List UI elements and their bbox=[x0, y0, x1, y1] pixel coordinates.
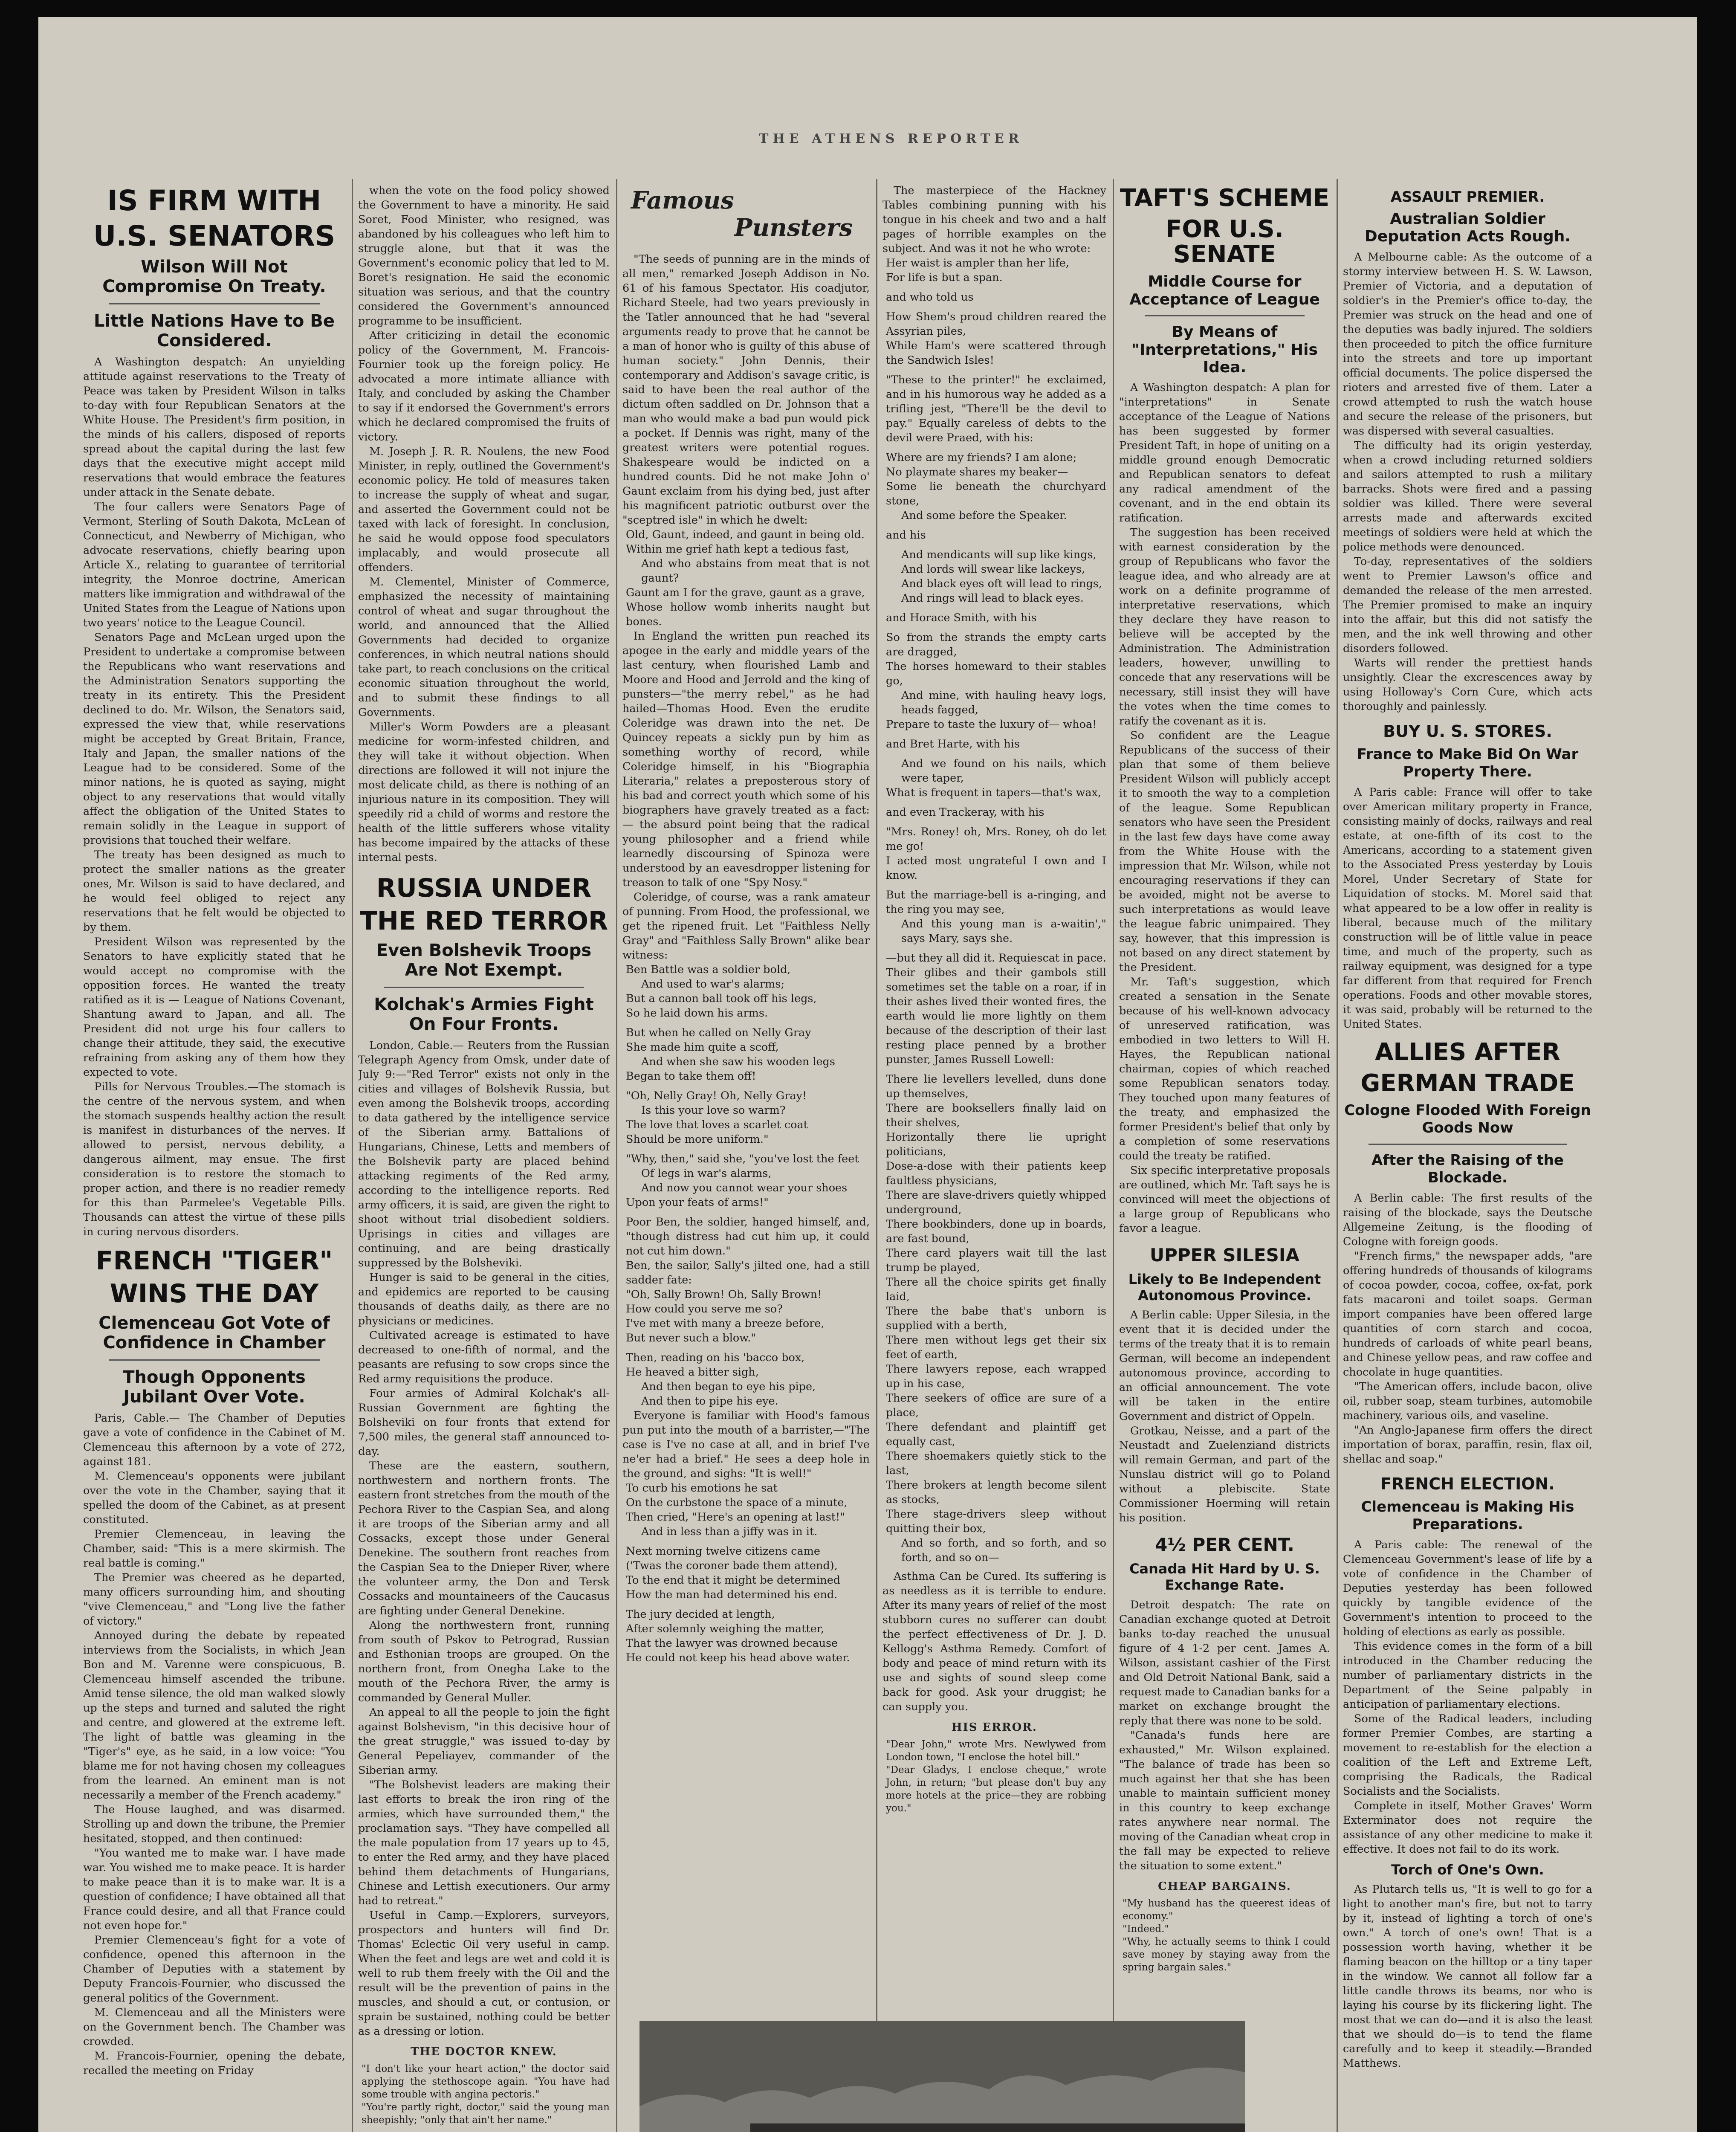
joke-line: "My husband has the queerest ideas of economy." bbox=[1123, 1897, 1330, 1922]
verse-line: Is this your love so warm? bbox=[641, 1104, 786, 1117]
paragraph: Cultivated acreage is estimated to have decreased to one-fifth of normal, and the peasants are refusing to sow crops since the Red army requisitions the produce. bbox=[358, 1329, 610, 1385]
verse-line: That the lawyer was drowned because bbox=[626, 1637, 838, 1650]
deck-clemenceau: Clemenceau Got Vote of Confidence in Chamber bbox=[98, 1313, 330, 1353]
paragraph: "You wanted me to make war. I have made war. You wished me to make peace. It is harder to make peace than it is to make war. It is a question of confidence; I have obtained all that France could desire, and all that France could not even hope for." bbox=[83, 1846, 345, 1932]
verse-line: Her waist is ampler than her life, bbox=[886, 257, 1070, 269]
verse-line: Poor Ben, the soldier, hanged himself, and, "though distress had cut him up, it could not cut him down." bbox=[626, 1215, 870, 1257]
column-rule bbox=[876, 179, 877, 2132]
verse-line: The jury decided at length, bbox=[626, 1608, 775, 1621]
paragraph: Senators Page and McLean urged upon the President to undertake a compromise between the Republicans who want reservations and the Administration Senators supporting the treaty in its entirety. This the President declined to do. Mr. Wilson, the Senators said, expressed the view that, while reservations might be accepted by Great Britain, France, Italy and Japan, the smaller nations of the League had to be considered. Some of the minor nations, he is quoted as saying, might object to any reservations that would vitally affect the obligation of the United States to remain solidly in the League in support of provisions that touched their welfare. bbox=[83, 631, 345, 847]
headline-firm-with: IS FIRM WITH bbox=[107, 184, 321, 217]
verse-line: I acted most ungrateful I own and I know. bbox=[886, 855, 1106, 882]
paragraph: The suggestion has been received with earnest consideration by the group of Republicans who favor the league idea, and who already are at work on a definite programme of interpretative reservations, which they declare they have reason to believe will be accepted by the Administration. The Administration leaders, however, unwilling to concede that any reservations will be necessary, still insist they will have the votes when the time comes to ratify the covenant as it is. bbox=[1119, 526, 1330, 728]
verse-line: "Oh, Sally Brown! Oh, Sally Brown! bbox=[626, 1288, 822, 1301]
paragraph: A Melbourne cable: As the outcome of a stormy interview between H. S. W. Lawson, Premier of Victoria, and a deputation of soldier's in the Premier's office to-day, the Premier was struck on the head and one of the deputies was badly injured. The soldiers then proceeded to pitch the office furniture into the streets and tore up important official documents. The police dispersed the rioters and arrested five of them. Later a crowd attempted to rush the watch house and secure the release of the prisoners, but was dispersed with several casualties. bbox=[1343, 250, 1592, 437]
paragraph: "An Anglo-Japanese firm offers the direct importation of borax, paraffin, resin, flax oil, shellac and soap." bbox=[1343, 1423, 1592, 1466]
headline-per-cent: 4½ PER CENT. bbox=[1155, 1534, 1294, 1556]
verse-line: After solemnly weighing the matter, bbox=[626, 1622, 825, 1635]
verse-line: and his bbox=[886, 529, 926, 542]
verse-line: The love that loves a scarlet coat bbox=[626, 1118, 808, 1131]
headline-french-tiger: FRENCH "TIGER" bbox=[95, 1246, 333, 1276]
verse-line: Upon your feats of arms!" bbox=[626, 1196, 769, 1209]
verse-line: And this young man is a-waitin'," says Mary, says she. bbox=[901, 918, 1106, 945]
paragraph: Some of the Radical leaders, including former Premier Combes, are starting a movement to re-establish for the election a coalition of the Left and Extreme Left, comprising the Radicals, the Radical Socialists and the Socialists. bbox=[1343, 1712, 1592, 1798]
verse-line: and who told us bbox=[886, 291, 974, 304]
divider bbox=[1369, 1144, 1567, 1145]
verse-block bbox=[622, 1481, 870, 1665]
column-rule bbox=[1337, 179, 1338, 2132]
verse-line: And then to pipe his eye. bbox=[641, 1394, 778, 1408]
paragraph: M. Clemenceau's opponents were jubilant over the vote in the Chamber, saying that it spelled the doom of the Cabinet, as at present constituted. bbox=[83, 1469, 345, 1526]
verse-spacer bbox=[882, 883, 1106, 888]
headline-red-terror: THE RED TERROR bbox=[359, 906, 608, 936]
verse-line: There the babe that's unborn is supplied with a berth, bbox=[886, 1305, 1106, 1332]
paragraph: London, Cable.— Reuters from the Russian Telegraph Agency from Omsk, under date of July 9:—"Red Terror" exists not only in the cities and villages of Bolshevik Russia, but even among the Bolshevik troops, according to data gathered by the intelligence service of the Siberian army. Battalions of Hungarians, Chinese, Letts and members of the Bolshevik party are placed behind attacking regiments of the Red army, according to the intelligence reports. Red army officers, it is said, are given the right to shoot without trial disobedient soldiers. Uprisings in cities and villages are continuing, and are being drastically suppressed by the Bolsheviki. bbox=[358, 1039, 610, 1269]
verse-line: And lords will swear like lackeys, bbox=[901, 563, 1085, 576]
paragraph: Warts will render the prettiest hands unsightly. Clear the excrescences away by using Holloway's Corn Cure, which acts thoroughly and painlessly. bbox=[1343, 656, 1592, 713]
verse-line: But never such a blow." bbox=[626, 1331, 756, 1344]
article-body bbox=[1343, 250, 1592, 714]
verse-line: And mine, with hauling heavy logs, heads fagged, bbox=[901, 689, 1106, 716]
paragraph: Premier Clemenceau's fight for a vote of confidence, opened this afternoon in the Chamber of Deputies with a statement by Deputy Francois-Fournier, who discussed the general politics of the Government. bbox=[83, 1933, 345, 2005]
paragraph: Four armies of Admiral Kolchak's all-Russian Government are fighting the Bolsheviki on four fronts that extend for 7,500 miles, the general staff announced to-day. bbox=[358, 1387, 610, 1458]
verse-spacer bbox=[622, 1210, 870, 1215]
verse-line: How could you serve me so? bbox=[626, 1302, 783, 1315]
paragraph: "French firms," the newspaper adds, "are offering hundreds of thousands of kilograms of cocoa powder, cocoa, coffee, ox-fat, pork fats macaroni and toilet soaps. German import companies have been offered large quantities of corn starch and cocoa, hundreds of carloads of white pearl beans, and Chinese yellow peas, and raw coffee and chocolate in huge quantities. bbox=[1343, 1249, 1592, 1379]
headline-upper-silesia: UPPER SILESIA bbox=[1149, 1245, 1300, 1266]
verse-spacer bbox=[882, 625, 1106, 630]
verse-line: How Shem's proud children reared the Assyrian piles, bbox=[886, 310, 1106, 338]
verse-line: Prepare to taste the luxury of— whoa! bbox=[886, 718, 1097, 731]
verse-line: What is frequent in tapers—that's wax, bbox=[886, 786, 1102, 799]
headline-tafts-scheme: TAFT'S SCHEME bbox=[1120, 184, 1330, 212]
headline-buy-us-stores: BUY U. S. STORES. bbox=[1383, 721, 1552, 741]
verse-line: Dose-a-dose with their patients keep faultless physicians, bbox=[886, 1160, 1106, 1187]
verse-line: and even Trackeray, with his bbox=[886, 806, 1044, 819]
verse-line: I've met with many a breeze before, bbox=[626, 1317, 825, 1330]
verse-line: There lawyers repose, each wrapped up in his case, bbox=[886, 1363, 1106, 1390]
verse-line: So he laid down his arms. bbox=[626, 1006, 768, 1020]
paragraph: In England the written pun reached its apogee in the early and middle years of the last century, when flourished Lamb and Moore and Hood and Jerrold and the king of punsters—"the merry rebel," as he had hailed—Thomas Hood. Even the erudite Coleridge was drawn into the net. De Quincey repeats a sickly pun by him as something worthy of record, while Coleridge himself, in his "Biographia Literaria," relates a preposterous story of his bad and correct youth which some of his biographers have gravely treated as a fact:— the absurd point being that the radical young philosopher and a friend while learnedly discoursing of Spinoza were understood by an eavesdropper listening for treason to talk of one "Spy Nosy." bbox=[622, 629, 870, 889]
verse-line: On the curbstone the space of a minute, bbox=[626, 1496, 848, 1509]
deck-middle-course: Middle Course for Acceptance of League bbox=[1129, 273, 1320, 308]
headline-assault-premier: ASSAULT PREMIER. bbox=[1390, 188, 1545, 206]
verse-line: "These to the printer!" he exclaimed, and in his humorous way he added as a trifling jest, "There'll be the devil to pay." Equally careless of debts to the devil were Praed, with his: bbox=[886, 374, 1106, 444]
article-body bbox=[358, 183, 610, 865]
verse-line: And mendicants will sup like kings, bbox=[901, 548, 1097, 561]
column-rule bbox=[352, 179, 353, 2132]
verse-spacer bbox=[622, 1147, 870, 1152]
paragraph: So confident are the League Republicans of the success of their plan that some of them believe President Wilson will publicly accept it to smooth the way to a completion of the league. Some Republican senators who have seen the President in the last few days have come away from the White House with the impression that Mr. Wilson, while not encouraging reservations if they can be avoided, might not be averse to such interpretations as would leave the league fabric unimpaired. They say, however, that this impression is not based on any direct statement by the President. bbox=[1119, 729, 1330, 974]
paragraph: M. Clemenceau and all the Ministers were on the Government bench. The Chamber was crowded. bbox=[83, 2006, 345, 2048]
verse-line: There are slave-drivers quietly whipped underground, bbox=[886, 1189, 1106, 1216]
paragraph: Paris, Cable.— The Chamber of Deputies gave a vote of confidence in the Cabinet of M. Clemenceau this afternoon by a vote of 272, against 181. bbox=[83, 1411, 345, 1468]
headline-us-senate: FOR U.S. SENATE bbox=[1166, 215, 1284, 268]
verse-spacer bbox=[882, 285, 1106, 290]
article-body bbox=[358, 1038, 610, 2039]
verse-line: There card players wait till the last trump be played, bbox=[886, 1247, 1106, 1274]
paragraph: Mr. Taft's suggestion, which created a sensation in the Senate because of his well-known advocacy of unreserved ratification, was embodied in two letters to Will H. Hayes, the Republican national chairman, copies of which reached some Republican senators today. They touched upon many features of the treaty, and emphasized the former President's belief that only by a completion of some reservations could the treaty be ratified. bbox=[1119, 976, 1330, 1163]
verse-spacer bbox=[622, 1345, 870, 1350]
verse-line: ('Twas the coroner bade them attend), bbox=[626, 1559, 838, 1572]
verse-spacer bbox=[882, 820, 1106, 825]
verse-line: He heaved a bitter sigh, bbox=[626, 1365, 759, 1379]
paragraph: The treaty has been designed as much to protect the smaller nations as the greater ones, Mr. Wilson is said to have declared, and he would feel obliged to reject any reservations that he felt would be objected to by them. bbox=[83, 848, 345, 934]
paragraph: when the vote on the food policy showed the Government to have a minority. He said Soret, Food Minister, who resigned, was abandoned by his colleagues who left him to struggle alone, but that it was the Government's economic policy that led to M. Boret's resignation. He said the economic situation was serious, and that the country considered the Government's announced programme to be insufficient. bbox=[358, 184, 610, 327]
verse-line: And when she saw his wooden legs bbox=[641, 1055, 835, 1068]
verse-line: And black eyes oft will lead to rings, bbox=[901, 577, 1102, 590]
paragraph: As Plutarch tells us, "It is well to go for a light to another man's fire, but not to tarry by it, instead of lighting a torch of one's own." A torch of one's own! That is a possession worth having, whether it be flaming beacon on the hilltop or a tiny taper in the window. We cannot all follow far a little candle throws its beams, nor who is laying his course by its flickering light. The most that we can do—and it is also the least that we should do—is to tend the flame carefully and to keep it steadily.—Branded Matthews. bbox=[1343, 1883, 1592, 2070]
verse-line: Ben, the sailor, Sally's jilted one, had a still sadder fate: bbox=[626, 1259, 870, 1286]
joke-line: "You're partly right, doctor," said the young man sheepishly; "only that ain't her name." bbox=[362, 2102, 610, 2126]
divider bbox=[109, 303, 320, 304]
joke-title-error: HIS ERROR. bbox=[952, 1721, 1037, 1734]
verse-line: And we found on his nails, which were taper, bbox=[901, 757, 1106, 785]
article-body bbox=[83, 355, 345, 1239]
verse-line: Began to take them off! bbox=[626, 1069, 756, 1083]
headline-us-senators: U.S. SENATORS bbox=[93, 220, 336, 253]
joke-line: "Why, he actually seems to think I could save money by staying away from the spring bargain sales." bbox=[1123, 1936, 1330, 1973]
paragraph: Hunger is said to be general in the cities, and epidemics are reported to be causing thousands of deaths daily, as there are no physicians or medicines. bbox=[358, 1271, 610, 1327]
joke-line: "I don't like your heart action," the doctor said applying the stethoscope again. "You have had some trouble with angina pectoris." bbox=[362, 2063, 610, 2100]
paragraph: The masterpiece of the Hackney Tables combining punning with his tongue in his cheek and two and a half pages of horrible examples on the subject. And was it not he who wrote: bbox=[882, 184, 1106, 255]
verse-line: There men without legs get their six feet of earth, bbox=[886, 1334, 1106, 1361]
verse-line: Old, Gaunt, indeed, and gaunt in being old. bbox=[626, 528, 865, 541]
article-body bbox=[1119, 380, 1330, 1236]
photo-image bbox=[639, 2021, 1245, 2132]
paragraph: The four callers were Senators Page of Vermont, Sterling of South Dakota, McLean of Connecticut, and Newberry of Michigan, who advocate reservations, chiefly bearing upon Article X., relating to guarantee of territorial integrity, the Monroe doctrine, American matters like immigration and withdrawal of the United States from the League of Nations upon two years' notice to the League Council. bbox=[83, 500, 345, 629]
verse-line: There bookbinders, done up in boards, are fast bound, bbox=[886, 1218, 1106, 1245]
deck-blockade: After the Raising of the Blockade. bbox=[1371, 1152, 1564, 1186]
verse-line: Next morning twelve citizens came bbox=[626, 1544, 820, 1558]
joke-title-bargains: CHEAP BARGAINS. bbox=[1158, 1880, 1291, 1893]
paragraph: Useful in Camp.—Explorers, surveyors, prospectors and hunters will find Dr. Thomas' Eclectic Oil very useful in camp. When the feet and legs are wet and cold it is well to rub them freely with the Oil and the result will be the prevention of pains in the muscles, and should a cut, or contusion, or sprain be sustained, nothing could be better as a dressing or lotion. bbox=[358, 1909, 610, 2038]
headline-german-trade: GERMAN TRADE bbox=[1360, 1069, 1575, 1097]
column-rule bbox=[1113, 179, 1114, 2132]
paragraph: Grotkau, Neisse, and a part of the Neustadt and Zuelenziand districts will remain German, and part of the Nunslau district will go to Poland without a plebiscite. State Commissioner Hoerming will retain his position. bbox=[1119, 1425, 1330, 1525]
column-2 bbox=[358, 183, 610, 2132]
verse-line: There are booksellers finally laid on their shelves, bbox=[886, 1102, 1106, 1129]
verse-line: and Bret Harte, with his bbox=[886, 738, 1020, 750]
verse-spacer bbox=[622, 1020, 870, 1025]
verse-line: To the end that it might be determined bbox=[626, 1573, 841, 1587]
verse-line: Then cried, "Here's an opening at last!" bbox=[626, 1510, 845, 1524]
verse-line: And so forth, and so forth, and so forth, and so on— bbox=[901, 1537, 1106, 1564]
verse-spacer bbox=[882, 523, 1106, 528]
column-4 bbox=[882, 183, 1106, 2013]
verse-line: Then, reading on his 'bacco box, bbox=[626, 1351, 805, 1364]
headline-wins-the-day: WINS THE DAY bbox=[110, 1278, 319, 1309]
paragraph: M. Clementel, Minister of Commerce, emphasized the necessity of maintaining control of wheat and sugar throughout the world, and announced that the Allied Governments had decided to organize conferences, in which neutral nations should take part, to reach conclusions on the critical economic situation throughout the world, and to submit these findings to all Governments. bbox=[358, 576, 610, 719]
verse-line: Ben Battle was a soldier bold, bbox=[626, 963, 791, 976]
deck-preparations: Clemenceau is Making His Preparations. bbox=[1361, 1498, 1574, 1533]
verse-line: And now you cannot wear your shoes bbox=[641, 1181, 848, 1194]
headline-french-election: FRENCH ELECTION. bbox=[1380, 1474, 1555, 1493]
paragraph: The Premier was cheered as he departed, many officers surrounding him, and shouting "vive Clemenceau," and "Long live the father of victory." bbox=[83, 1571, 345, 1628]
verse-spacer bbox=[882, 751, 1106, 756]
verse-line: There defendant and plaintiff get equally cast, bbox=[886, 1421, 1106, 1448]
verse-line: She made him quite a scoff, bbox=[626, 1040, 779, 1054]
ad-asthma: Asthma Can be Cured. Its suffering is as needless as it is terrible to endure. After its many years of relief of the most stubborn cures no sufferer can doubt the perfect effectiveness of Dr. J. D. Kellogg's Asthma Remedy. Comfort of body and peace of mind return with its use and sights of sound sleep come back for good. Ask your druggist; he can supply you. bbox=[882, 1570, 1106, 1713]
verse-line: —but they all did it. Requiescat in pace. Their glibes and their gambols still sometimes set the table on a roar, if in their ashes lived their wonted fires, the earth would lie more lightly on them because of the description of their last resting place penned by a brother punster, James Russell Lowell: bbox=[886, 952, 1106, 1066]
verse-line: "Why, then," said she, "you've lost the feet bbox=[626, 1152, 859, 1165]
verse-line: He could not keep his head above water. bbox=[626, 1651, 850, 1664]
verse-line: And used to war's alarms; bbox=[641, 977, 785, 991]
verse-line: No playmate shares my beaker— bbox=[886, 466, 1068, 478]
headline-torch: Torch of One's Own. bbox=[1391, 1861, 1544, 1878]
verse-spacer bbox=[882, 304, 1106, 310]
column-6 bbox=[1343, 183, 1592, 2132]
verse-spacer bbox=[882, 732, 1106, 737]
paragraph: A Paris cable: The renewal of the Clemenceau Government's lease of life by a vote of confidence in the Chamber of Deputies yesterday has been followed quickly by tangible evidence of the Government's intention to proceed to the holding of elections as early as possible. bbox=[1343, 1538, 1592, 1638]
paragraph: The House laughed, and was disarmed. Strolling up and down the tribune, the Premier hesitated, stopped, and then continued: bbox=[83, 1803, 345, 1845]
verse-line: "Oh, Nelly Gray! Oh, Nelly Gray! bbox=[626, 1089, 807, 1102]
deck-cologne: Cologne Flooded With Foreign Goods Now bbox=[1344, 1102, 1591, 1137]
deck-opponents: Though Opponents Jubilant Over Vote. bbox=[123, 1367, 306, 1407]
paragraph: Annoyed during the debate by repeated interviews from the Socialists, in which Jean Bon and M. Varenne were conspicuous, B. Clemenceau himself ascended the tribune. Amid tense silence, the old man walked slowly up the steps and turned and saluted the right and centre, and glowered at the extreme left. The light of battle was gleaming in the "Tiger's" eye, as he said, in a low voice: "You blame me for not having chosen my colleagues from the learned. An eminent man is not necessarily a member of the French academy." bbox=[83, 1629, 345, 1802]
paragraph: President Wilson was represented by the Senators to have explicitly stated that he would accept no compromise with the opposition forces. He wanted the treaty ratified as it is — League of Nations Covenant, Shantung award to Japan, and all. The President did not urge his four callers to change their attitude, they said, the executive refraining from asking any of them how they expected to vote. bbox=[83, 935, 345, 1079]
paragraph: The difficulty had its origin yesterday, when a crowd including returned soldiers and sailors attempted to rush a military barracks. Shots were fired and a passing soldier was killed. There were several arrests made and afterwards excited meetings of soldiers were held at which the police methods were denounced. bbox=[1343, 439, 1592, 553]
verse-spacer bbox=[882, 542, 1106, 547]
verse-line: Some lie beneath the churchyard stone, bbox=[886, 480, 1106, 507]
verse-line: Should be more uniform." bbox=[626, 1133, 769, 1146]
verse-line: And who abstains from meat that is not gaunt? bbox=[641, 557, 870, 585]
column-rule bbox=[616, 179, 617, 2132]
paragraph: A Washington despatch: An unyielding attitude against reservations to the Treaty of Peace was taken by President Wilson in talks to-day with four Republican Senators at the White House. The President's firm position, in the minds of his callers, disposed of reports spread about the capital during the last few days that the executive might accept mild reservations that would embrace the features under attack in the Senate debate. bbox=[83, 355, 345, 499]
column-5 bbox=[1119, 183, 1330, 2013]
verse-line: And some before the Speaker. bbox=[901, 509, 1067, 522]
verse-line: Within me grief hath kept a tedious fast, bbox=[626, 542, 849, 556]
title-punsters: Punsters bbox=[734, 214, 853, 242]
verse-line: The horses homeward to their stables go, bbox=[886, 660, 1106, 687]
verse-spacer bbox=[882, 605, 1106, 611]
column-3 bbox=[622, 183, 870, 2013]
headline-allies-after: ALLIES AFTER bbox=[1375, 1038, 1560, 1066]
deck-interpretations: By Means of "Interpretations," His Idea. bbox=[1131, 323, 1318, 376]
paragraph: An appeal to all the people to join the fight against Bolshevism, "in this decisive hour of the great struggle," was issued to-day by General Pepeliayev, commander of the Siberian army. bbox=[358, 1706, 610, 1777]
joke-line: "Dear John," wrote Mrs. Newlywed from London town, "I enclose the hotel bill." bbox=[886, 1739, 1106, 1763]
paragraph: To-day, representatives of the soldiers went to Premier Lawson's office and demanded the release of the men arrested. The Premier promised to make an inquiry into the affair, but this did not satisfy the men, and the ink well throwing and other disorders followed. bbox=[1343, 555, 1592, 655]
paragraph: After criticizing in detail the economic policy of the Government, M. Francois-Fournier took up the foreign policy. He advocated a more intimate alliance with Italy, and concluded by asking the Chamber to say if it endorsed the Government's errors which he declared compromised the fruits of victory. bbox=[358, 329, 610, 443]
verse-line: How the man had determined his end. bbox=[626, 1588, 838, 1601]
paragraph: This evidence comes in the form of a bill introduced in the Chamber reducing the number of parliamentary districts in the Department of the Seine palpably in anticipation of parliamentary elections. bbox=[1343, 1640, 1592, 1711]
verse-block bbox=[622, 527, 870, 629]
deck-kolchak: Kolchak's Armies Fight On Four Fronts. bbox=[374, 995, 594, 1034]
verse-line: So from the strands the empty carts are dragged, bbox=[886, 631, 1106, 658]
verse-line: But the marriage-bell is a-ringing, and the ring you may see, bbox=[886, 889, 1106, 916]
deck-silesia: Likely to Be Independent Autonomous Province. bbox=[1128, 1271, 1321, 1304]
paragraph: "The seeds of punning are in the minds of all men," remarked Joseph Addison in No. 61 of his famous Spectator. His coadjutor, Richard Steele, had two years previously in the Tatler announced that he had "several arguments ready to prove that he cannot be a man of honor who is guilty of this abuse of human society." John Dennis, their contemporary and Addison's savage critic, is said to have been the real author of the dictum often saddled on Dr. Johnson that a man who would make a bad pun would pick a pocket. If Dennis was right, many of the greatest writers were potential rogues. Shakespeare would be indicted on a hundred counts. Did he not make John o' Gaunt exclaim from his dying bed, just after his magnificent patriotic outburst over the "sceptred isle" in which he dwelt: bbox=[622, 252, 870, 527]
paragraph: A Berlin cable: The first results of the raising of the blockade, says the Deutsche Allgemeine Zeitung, is the flooding of Cologne with foreign goods. bbox=[1343, 1191, 1592, 1248]
deck-canada: Canada Hit Hard by U. S. Exchange Rate. bbox=[1129, 1560, 1320, 1593]
masthead: THE ATHENS REPORTER bbox=[759, 131, 1023, 146]
deck-france-bid: France to Make Bid On War Property There. bbox=[1357, 746, 1579, 781]
verse-line: and Horace Smith, with his bbox=[886, 611, 1037, 624]
paragraph: A Washington despatch: A plan for "interpretations" in Senate acceptance of the League of Nations has been suggested by former President Taft, in hope of uniting on a middle ground enough Democratic and Republican senators to defeat any radical amendment of the covenant, and in the end obtain its ratification. bbox=[1119, 381, 1330, 525]
divider bbox=[109, 1359, 320, 1361]
joke-line: "Indeed." bbox=[1123, 1923, 1169, 1935]
verse-line: There brokers at length become silent as stocks, bbox=[886, 1479, 1106, 1506]
paragraph: "Canada's funds here are exhausted," Mr. Wilson explained. "The balance of trade has been so much against her that she has been unable to maintain sufficient money in this country to keep exchange rates anywhere near normal. The moving of the Canadian wheat crop in the fall may be expected to relieve the situation to some extent." bbox=[1119, 1729, 1330, 1872]
headline-russia-under: RUSSIA UNDER bbox=[376, 873, 592, 903]
paragraph: M. Joseph J. R. R. Noulens, the new Food Minister, in reply, outlined the Government's economic policy. He told of measures taken to increase the supply of wheat and sugar, and asserted the Government could not be taxed with lack of foresight. In conclusion, he said he would oppose food speculators implacably, and would prosecute all offenders. bbox=[358, 445, 610, 574]
paragraph: Complete in itself, Mother Graves' Worm Exterminator does not require the assistance of any other medicine to make it effective. It does not fail to do its work. bbox=[1343, 1799, 1592, 1856]
verse-line: And rings will lead to black eyes. bbox=[901, 592, 1084, 605]
deck-australian: Australian Soldier Deputation Acts Rough. bbox=[1364, 210, 1571, 246]
verse-spacer bbox=[882, 800, 1106, 805]
verse-line: Whose hollow womb inherits naught but bones. bbox=[626, 600, 870, 628]
verse-line: Where are my friends? I am alone; bbox=[886, 451, 1077, 464]
verse-line: There seekers of office are sure of a place, bbox=[886, 1392, 1106, 1419]
verse-line: And in less than a jiffy was in it. bbox=[641, 1525, 818, 1538]
verse-line: But when he called on Nelly Gray bbox=[626, 1026, 811, 1039]
divider bbox=[384, 987, 584, 988]
verse-line: To curb his emotions he sat bbox=[626, 1481, 778, 1495]
verse-block bbox=[882, 256, 1106, 1565]
column-1 bbox=[83, 183, 345, 2132]
famous-punsters-title bbox=[631, 187, 870, 242]
verse-spacer bbox=[882, 368, 1106, 373]
photo-block bbox=[639, 2021, 1245, 2132]
paragraph: A Berlin cable: Upper Silesia, in the event that it is decided under the terms of the treaty that it is to remain German, will become an independent autonomous province, according to an official announcement. The vote will be taken in the entire Government and district of Oppeln. bbox=[1119, 1309, 1330, 1423]
paragraph: Six specific interpretative proposals are outlined, which Mr. Taft says he is convinced will meet the objections of a large group of Republicans who favor a league. bbox=[1119, 1164, 1330, 1235]
deck-little-nations: Little Nations Have to Be Considered. bbox=[94, 311, 335, 351]
verse-line: For life is but a span. bbox=[886, 271, 1003, 284]
paragraph: Pills for Nervous Troubles.—The stomach is the centre of the nervous system, and when the stomach suspends healthy action the result is manifest in disturbances of the nerves. If allowed to persist, nervous debility, a dangerous ailment, may ensue. The first consideration is to restore the stomach to proper action, and there is no readier remedy for this than Parmelee's Vegetable Pills. Thousands can attest the virtue of these pills in curing nervous disorders. bbox=[83, 1080, 345, 1238]
verse-line: Gaunt am I for the grave, gaunt as a grave, bbox=[626, 586, 865, 599]
verse-spacer bbox=[882, 1067, 1106, 1072]
title-famous: Famous bbox=[631, 186, 734, 214]
joke-line: "Dear Gladys, I enclose cheque," wrote John, in return; "but please don't buy any more hotels at the price—they are robbing you." bbox=[886, 1764, 1106, 1814]
verse-line: "Mrs. Roney! oh, Mrs. Roney, oh do let me go! bbox=[886, 826, 1106, 853]
verse-spacer bbox=[622, 1539, 870, 1544]
verse-line: There shoemakers quietly stick to the last, bbox=[886, 1450, 1106, 1477]
paragraph: "The Bolshevist leaders are making their last efforts to break the iron ring of the armies, which have surrounded them," the proclamation says. "They have compelled all the male population from 17 years up to 45, to enter the Red army, and they have placed behind them detachments of Hungarians, Chinese and Lettish executioners. Our army had to retreat." bbox=[358, 1779, 610, 1907]
verse-line: But a cannon ball took off his legs, bbox=[626, 992, 817, 1005]
article-body bbox=[83, 1411, 345, 2078]
newspaper-page bbox=[38, 17, 1697, 2132]
verse-line: Horizontally there lie upright politicians, bbox=[886, 1131, 1106, 1158]
verse-line: There lie levellers levelled, duns done up themselves, bbox=[886, 1073, 1106, 1100]
verse-spacer bbox=[882, 445, 1106, 450]
paragraph: Detroit despatch: The rate on Canadian exchange quoted at Detroit banks to-day reached the unusual figure of 4 1-2 per cent. James A. Wilson, assistant cashier of the First and Old Detroit National Bank, said a request made to Canadian banks for a market on exchange brought the reply that there was none to be sold. bbox=[1119, 1598, 1330, 1727]
paragraph: These are the eastern, southern, northwestern and northern fronts. The eastern front stretches from the mouth of the Pechora River to the Caspian Sea, and along it are troops of the Siberian army and all Cossacks, except those under General Denekine. The southern front reaches from the Caspian Sea to the Dnieper River, where the volunteer army, the Don and Tersk Cossacks and mountaineers of the Caucasus are fighting under General Denekine. bbox=[358, 1460, 610, 1617]
verse-line: While Ham's were scattered through the Sandwich Isles! bbox=[886, 339, 1106, 367]
paragraph: "The American offers, include bacon, olive oil, rubber soap, steam turbines, automobile machinery, various oils, and vaseline. bbox=[1343, 1380, 1592, 1422]
verse-spacer bbox=[622, 1083, 870, 1089]
verse-block bbox=[622, 962, 870, 1408]
verse-spacer bbox=[882, 946, 1106, 951]
paragraph: Along the northwestern front, running from south of Pskov to Petrograd, Russian and Esthonian troops are grouped. On the northern front, from Onegha Lake to the mouth of the Pechora River, the army is commanded by General Muller. bbox=[358, 1619, 610, 1704]
verse-spacer bbox=[622, 1602, 870, 1607]
divider bbox=[1145, 315, 1305, 316]
paragraph: Premier Clemenceau, in leaving the Chamber, said: "This is a mere skirmish. The real battle is coming." bbox=[83, 1527, 345, 1570]
joke-title-doctor: THE DOCTOR KNEW. bbox=[411, 2045, 557, 2058]
verse-line: There all the choice spirits get finally laid, bbox=[886, 1276, 1106, 1303]
paragraph: Everyone is familiar with Hood's famous pun put into the mouth of a barrister,—"The case is I've no case at all, and in brief I've ne'er had a brief." He sees a deep hole in the ground, and sighs: "It is well!" bbox=[622, 1409, 870, 1480]
news-photo bbox=[639, 2021, 1245, 2132]
deck-wilson: Wilson Will Not Compromise On Treaty. bbox=[102, 257, 326, 296]
paragraph: A Paris cable: France will offer to take over American military property in France, consisting mainly of docks, railways and real estate, at one-fifth of its cost to the Americans, according to a statement given to the Associated Press yesterday by Louis Morel, Under Secretary of State for Liquidation of stocks. M. Morel said that what appeared to be a low offer in reality is liberal, because much of the military construction will be of little value in peace time, and much of the property, such as railway equipment, was designed for a type far different from that required for French operations. Foods and other movable stores, it was said, probably will be returned to the United States. bbox=[1343, 785, 1592, 1031]
verse-line: There stage-drivers sleep without quitting their box, bbox=[886, 1508, 1106, 1535]
verse-line: And then began to eye his pipe, bbox=[641, 1380, 816, 1393]
paragraph: Coleridge, of course, was a rank amateur of punning. From Hood, the professional, we get the ripened fruit. Let "Faithless Nelly Gray" and "Faithless Sally Brown" alike bear witness: bbox=[622, 890, 870, 962]
paragraph: Miller's Worm Powders are a pleasant medicine for worm-infested children, and they will take it without objection. When directions are followed it will not injure the most delicate child, as there is nothing of an injurious nature in its composition. They will speedily rid a child of worms and restore the health of the little sufferers whose vitality has become impaired by the attacks of these internal pests. bbox=[358, 721, 610, 864]
paragraph: M. Francois-Fournier, opening the debate, recalled the meeting on Friday bbox=[83, 2049, 345, 2077]
deck-bolshevik-troops: Even Bolshevik Troops Are Not Exempt. bbox=[376, 941, 592, 980]
verse-line: Of legs in war's alarms, bbox=[641, 1167, 772, 1180]
